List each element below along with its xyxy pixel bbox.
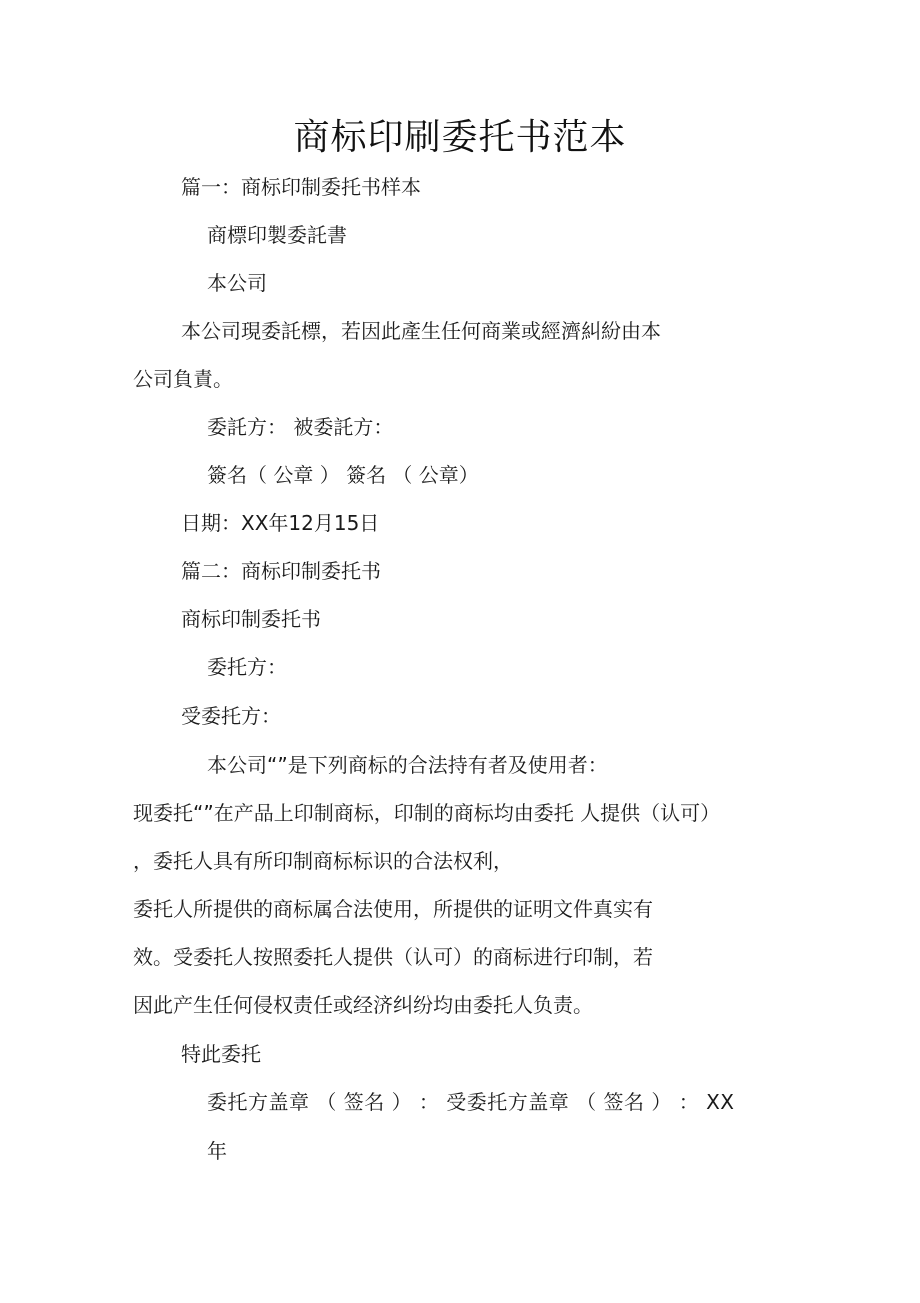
agent-line: 受委托方： [181,704,281,728]
date-line: 日期：XX年12月15日 [181,511,380,535]
traditional-doc-title: 商標印製委託書 [207,223,347,247]
closing-line: 特此委托 [181,1042,261,1066]
paragraph-line: 本公司現委託標，若因此產生任何商業或經濟糾紛由本 [181,319,661,343]
paragraph-line: 公司負責。 [133,367,233,391]
paragraph-line: 本公司“”是下列商标的合法持有者及使用者： [207,753,608,777]
section-two-heading: 篇二：商标印制委托书 [181,559,381,583]
paragraph-line: ，委托人具有所印制商标标识的合法权利， [133,849,513,873]
paragraph-line: 因此产生任何侵权责任或经济纠纷均由委托人负责。 [133,993,593,1017]
section-two-title: 商标印制委托书 [181,607,321,631]
seal-signature-line: 委托方盖章 （ 签名 ） ： 受委托方盖章 （ 签名 ） ： XX [207,1090,735,1114]
document-title: 商标印刷委托书范本 [293,117,627,158]
principal-line: 委托方： [207,655,287,679]
paragraph-line: 委托人所提供的商标属合法使用，所提供的证明文件真实有 [133,897,653,921]
paragraph-line: 现委托“”在产品上印制商标，印制的商标均由委托 人提供（认可） [133,801,721,825]
parties-line: 委託方： 被委託方： [207,415,394,439]
year-line: 年 [207,1139,227,1163]
signature-line: 簽名（ 公章 ） 簽名 （ 公章） [207,463,479,487]
section-one-heading: 篇一：商标印制委托书样本 [181,175,421,199]
paragraph-line: 本公司 [207,271,267,295]
paragraph-line: 效。受委托人按照委托人提供（认可）的商标进行印制，若 [133,945,653,969]
